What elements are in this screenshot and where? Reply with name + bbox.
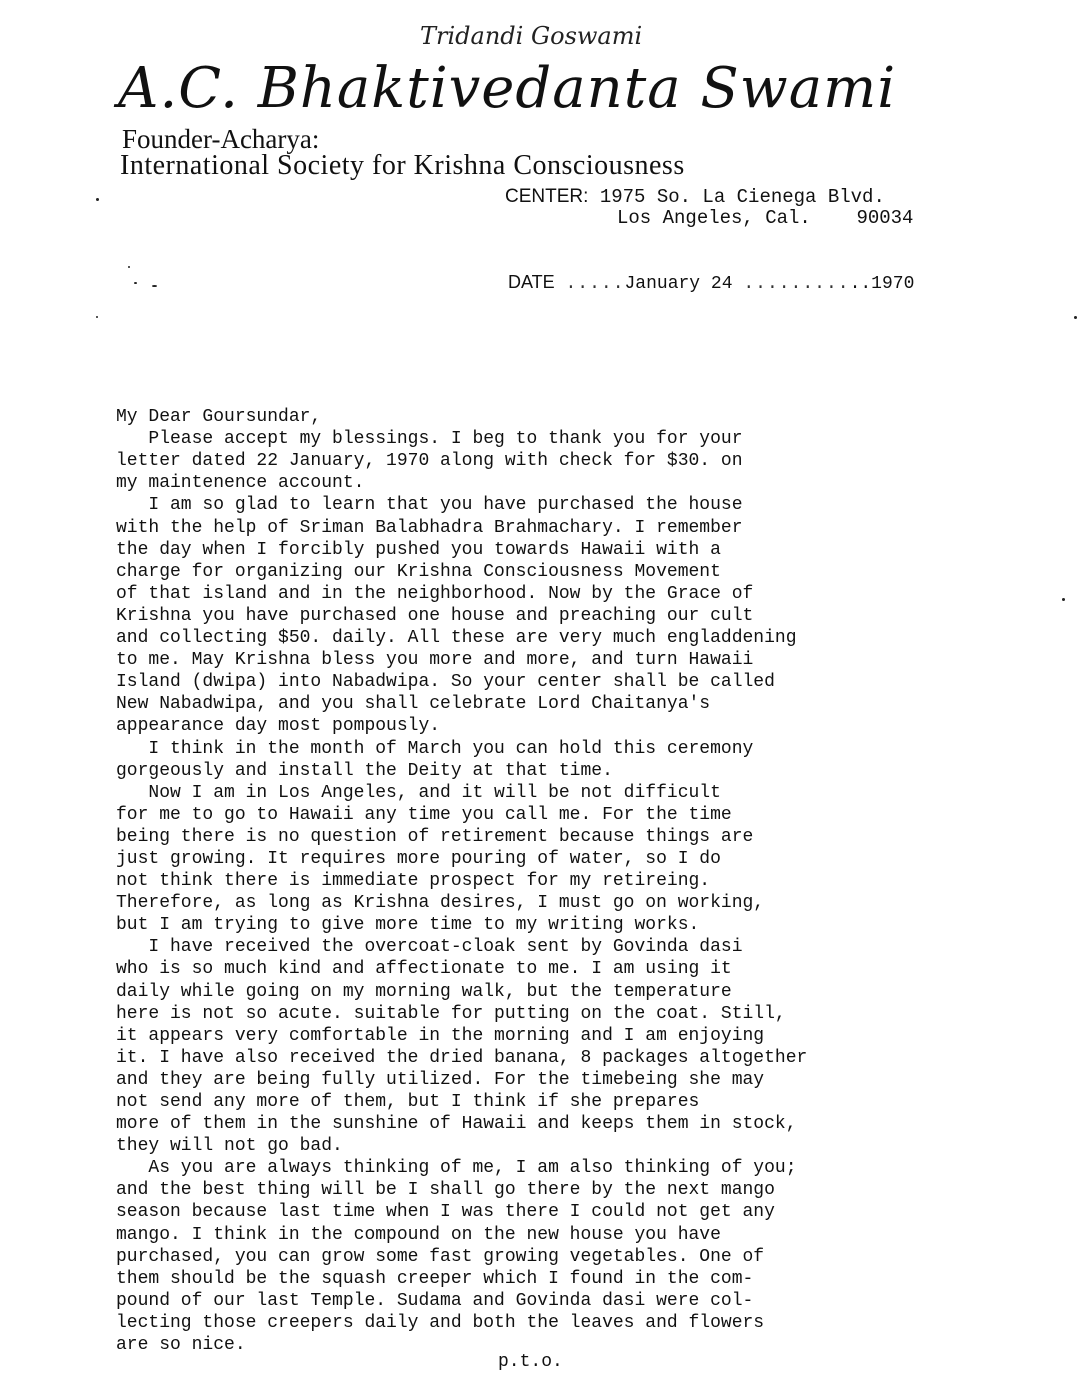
- scan-speck: [96, 316, 98, 318]
- letter-line: mango. I think in the compound on the new house you have: [116, 1224, 721, 1245]
- letter-line: being there is no question of retirement because things are: [116, 826, 754, 847]
- letter-line: As you are always thinking of me, I am also thinking of you;: [116, 1158, 797, 1179]
- letterhead-title-main: A.C. Bhaktivedanta Swami: [118, 56, 897, 121]
- center-street: 1975 So. La Cienega Blvd.: [599, 186, 885, 208]
- letter-line: I have received the overcoat-cloak sent by Govinda dasi: [116, 937, 743, 958]
- letter-line: are so nice.: [116, 1335, 246, 1356]
- letter-line: who is so much kind and affectionate to me. I am using it: [116, 959, 732, 980]
- letter-line: pound of our last Temple. Sudama and Govinda dasi were col-: [116, 1290, 754, 1311]
- letter-line: for me to go to Hawaii any time you call me. For the time: [116, 804, 732, 825]
- page-turn-note: p.t.o.: [498, 1352, 563, 1372]
- date-dots-2: .........: [743, 274, 850, 294]
- letter-body: [116, 384, 966, 1378]
- date-dots-1: .....: [565, 274, 625, 294]
- letter-line: with the help of Sriman Balabhadra Brahmachary. I remember: [116, 517, 743, 538]
- letter-line: My Dear Goursundar,: [116, 407, 322, 428]
- letter-line: it. I have also received the dried banana, 8 packages altogether: [116, 1047, 808, 1068]
- letterhead-organization: International Society for Krishna Consciousness: [120, 150, 685, 181]
- letter-line: Therefore, as long as Krishna desires, I must go on working,: [116, 893, 765, 914]
- letter-line: lecting those creepers daily and both the leaves and flowers: [116, 1312, 765, 1333]
- letter-line: appearance day most pompously.: [116, 716, 441, 737]
- date-row: [508, 272, 914, 294]
- letter-line: not think there is immediate prospect for my retireing.: [116, 871, 711, 892]
- letter-line: purchased, you can grow some fast growing vegetables. One of: [116, 1246, 765, 1267]
- center-city: Los Angeles, Cal. 90034: [617, 207, 914, 229]
- letter-line: gorgeously and install the Deity at that time.: [116, 760, 613, 781]
- center-address-line: [505, 186, 885, 208]
- letter-line: season because last time when I was there I could not get any: [116, 1202, 775, 1223]
- letter-line: Now I am in Los Angeles, and it will be not difficult: [116, 782, 721, 803]
- letter-line: of that island and in the neighborhood. Now by the Grace of: [116, 583, 754, 604]
- letter-line: more of them in the sunshine of Hawaii and keeps them in stock,: [116, 1114, 797, 1135]
- letter-line: New Nabadwipa, and you shall celebrate Lord Chaitanya's: [116, 694, 711, 715]
- letter-line: letter dated 22 January, 1970 along with check for $30. on: [116, 451, 743, 472]
- letter-line: it appears very comfortable in the morning and I am enjoying: [116, 1025, 765, 1046]
- letter-line: I am so glad to learn that you have purchased the house: [116, 495, 743, 516]
- letter-line: the day when I forcibly pushed you towards Hawaii with a: [116, 539, 721, 560]
- scan-speck: [152, 285, 157, 287]
- scan-speck: [96, 198, 99, 201]
- letter-line: Krishna you have purchased one house and preaching our cult: [116, 605, 754, 626]
- letter-line: here is not so acute. suitable for putting on the coat. Still,: [116, 1003, 786, 1024]
- letter-line: to me. May Krishna bless you more and more, and turn Hawaii: [116, 650, 754, 671]
- letter-line: just growing. It requires more pouring of water, so I do: [116, 848, 721, 869]
- letter-line: they will not go bad.: [116, 1136, 343, 1157]
- letterhead-title-small: Tridandi Goswami: [420, 22, 643, 50]
- letter-line: daily while going on my morning walk, but the temperature: [116, 981, 732, 1002]
- letter-line: Please accept my blessings. I beg to thank you for your: [116, 429, 743, 450]
- letter-line: but I am trying to give more time to my writing works.: [116, 915, 700, 936]
- letter-line: my maintenence account.: [116, 473, 365, 494]
- scan-speck: [1062, 598, 1065, 601]
- letterhead-role: Founder-Acharya:: [122, 124, 320, 154]
- letter-line: Island (dwipa) into Nabadwipa. So your center shall be called: [116, 672, 775, 693]
- letter-line: and collecting $50. daily. All these are very much engladdening: [116, 628, 797, 649]
- date-month-day: January 24: [624, 274, 733, 294]
- letter-line: charge for organizing our Krishna Consciousness Movement: [116, 561, 721, 582]
- scan-speck: [134, 282, 137, 284]
- scan-speck: [128, 266, 130, 268]
- letter-line: not send any more of them, but I think if she prepares: [116, 1092, 700, 1112]
- letter-line: and they are being fully utilized. For the timebeing she may: [116, 1069, 765, 1090]
- scan-speck: [1074, 316, 1077, 319]
- date-year: ..1970: [849, 274, 915, 294]
- letter-line: I think in the month of March you can hold this ceremony: [116, 738, 754, 759]
- letter-line: and the best thing will be I shall go there by the next mango: [116, 1180, 775, 1201]
- center-label: CENTER:: [505, 186, 589, 207]
- letter-line: them should be the squash creeper which I found in the com-: [116, 1268, 754, 1289]
- date-label: DATE: [508, 272, 555, 292]
